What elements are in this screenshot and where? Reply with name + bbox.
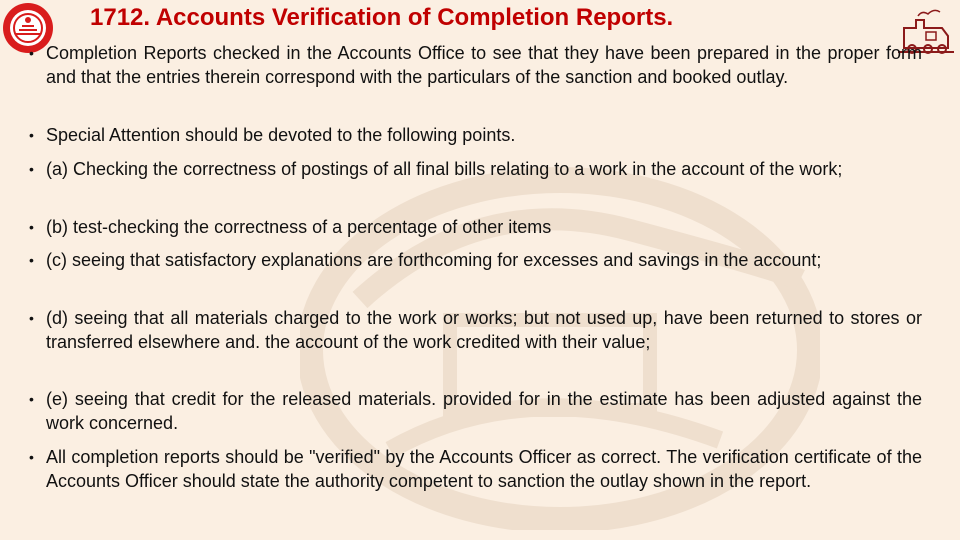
bullet-item: • Completion Reports checked in the Accounts Office to see that they have been prepared in the proper form and that the entries therein correspond with the particulars of the sanction and booked outlay.	[46, 41, 922, 89]
bullet-item: • (a) Checking the correctness of postings of all final bills relating to a work in the account of the work;	[46, 157, 922, 181]
bullet-item: • (e) seeing that credit for the released materials. provided for in the estimate has been adjusted against the work concerned.	[46, 387, 922, 435]
slide-title: 1712. Accounts Verification of Completion Reports.	[90, 4, 674, 31]
bullet-item: • (d) seeing that all materials charged to the work or works; but not used up, have been returned to stores or transferred elsewhere and. the account of the work credited with their value;	[46, 306, 922, 354]
bullet-item: • All completion reports should be "verified" by the Accounts Officer as correct. The verification certificate of the Accounts Officer should state the authority competent to sanction the outlay shown in the report.	[46, 445, 922, 493]
bullet-item: • (c) seeing that satisfactory explanations are forthcoming for excesses and savings in the account;	[46, 248, 922, 272]
bullet-item: • Special Attention should be devoted to the following points.	[46, 123, 922, 147]
bullet-item: • (b) test-checking the correctness of a percentage of other items	[46, 215, 922, 239]
